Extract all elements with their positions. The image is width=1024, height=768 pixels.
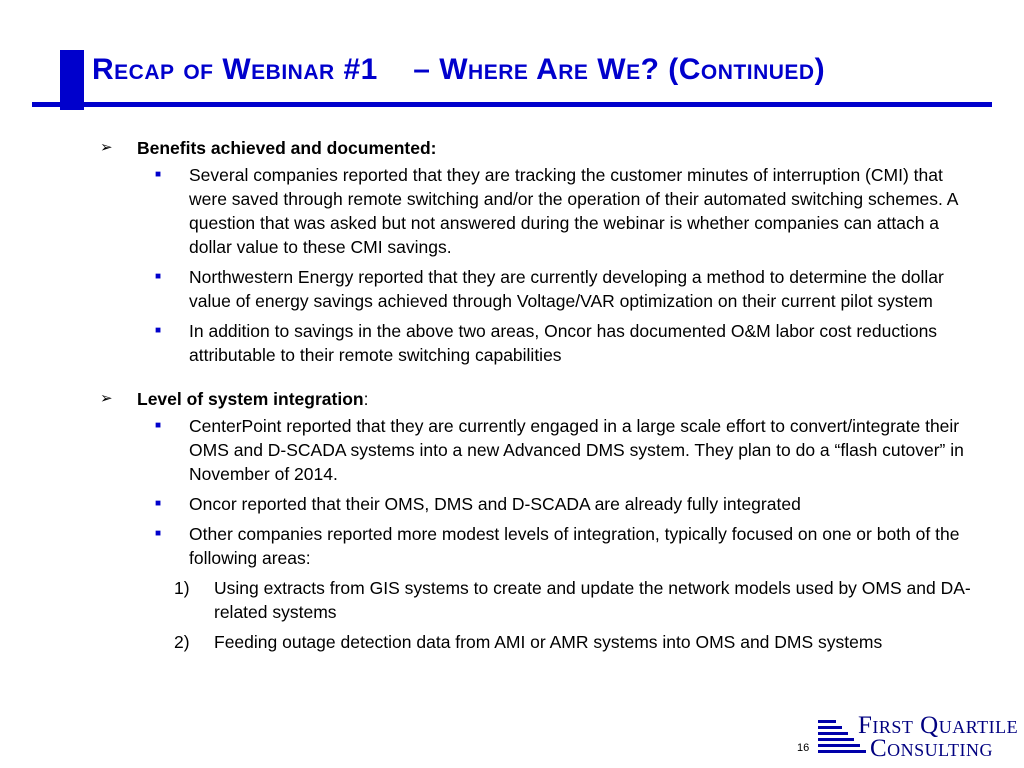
bullet-text: Other companies reported more modest levels of integration, typically focused on one or both of the following areas: (189, 524, 960, 568)
section-heading-suffix: : (363, 389, 369, 409)
square-bullet-icon: ■ (155, 271, 162, 282)
bullet-list (100, 414, 980, 570)
numbered-item (100, 630, 980, 654)
section-heading-bold: Level of system integration (137, 389, 364, 409)
company-logo (818, 712, 1024, 762)
list-item (100, 163, 980, 259)
bullet-list (100, 163, 980, 367)
numbered-list (100, 576, 980, 654)
square-bullet-icon: ■ (155, 498, 162, 509)
bullet-text: CenterPoint reported that they are currently engaged in a large scale effort to convert/integrate their OMS and D-SCADA systems into a new Advanced DMS system. They plan to do a “flash cutover” in November of 2014. (189, 416, 964, 484)
section-heading (100, 387, 980, 411)
item-number: 2) (174, 632, 190, 652)
square-bullet-icon: ■ (155, 528, 162, 539)
list-item (100, 522, 980, 570)
arrowhead-bullet-icon: ➢ (100, 390, 113, 407)
section-integration (100, 387, 980, 654)
slide-content (100, 136, 980, 674)
list-item (100, 265, 980, 313)
bullet-text: Several companies reported that they are tracking the customer minutes of interruption (CMI) that were saved through remote switching and/or the operation of their automated switching schemes. A question that was asked but not answered during the webinar is whether companies can attach a dollar value to these CMI savings. (189, 165, 958, 257)
section-heading-text (137, 136, 437, 160)
logo-line-1: First Quartile (858, 712, 1019, 739)
square-bullet-icon: ■ (155, 325, 162, 336)
square-bullet-icon: ■ (155, 420, 162, 431)
bullet-text: In addition to savings in the above two areas, Oncor has documented O&M labor cost reductions attributable to their remote switching capabilities (189, 321, 938, 365)
item-text: Feeding outage detection data from AMI or AMR systems into OMS and DMS systems (214, 632, 883, 652)
bullet-text: Northwestern Energy reported that they are currently developing a method to determine the dollar value of energy savings achieved through Voltage/VAR optimization on their current pilot system (189, 267, 944, 311)
list-item (100, 414, 980, 486)
arrowhead-bullet-icon: ➢ (100, 139, 113, 156)
title-accent-block (60, 50, 84, 110)
square-bullet-icon: ■ (155, 169, 162, 180)
slide-title: Recap of Webinar #1 – Where Are We? (Continued) (92, 53, 826, 86)
section-heading-bold: Benefits achieved and documented: (137, 138, 437, 158)
section-heading (100, 136, 980, 160)
list-item (100, 319, 980, 367)
numbered-item (100, 576, 980, 624)
page-number: 16 (797, 742, 810, 754)
item-text: Using extracts from GIS systems to create and update the network models used by OMS and DA-related systems (214, 578, 971, 622)
section-benefits (100, 136, 980, 367)
logo-line-2: Consulting (870, 735, 994, 762)
title-underline-rule (32, 102, 992, 107)
section-heading-text (137, 387, 368, 411)
item-number: 1) (174, 578, 190, 598)
list-item (100, 492, 980, 516)
bullet-text: Oncor reported that their OMS, DMS and D-SCADA are already fully integrated (189, 494, 801, 514)
